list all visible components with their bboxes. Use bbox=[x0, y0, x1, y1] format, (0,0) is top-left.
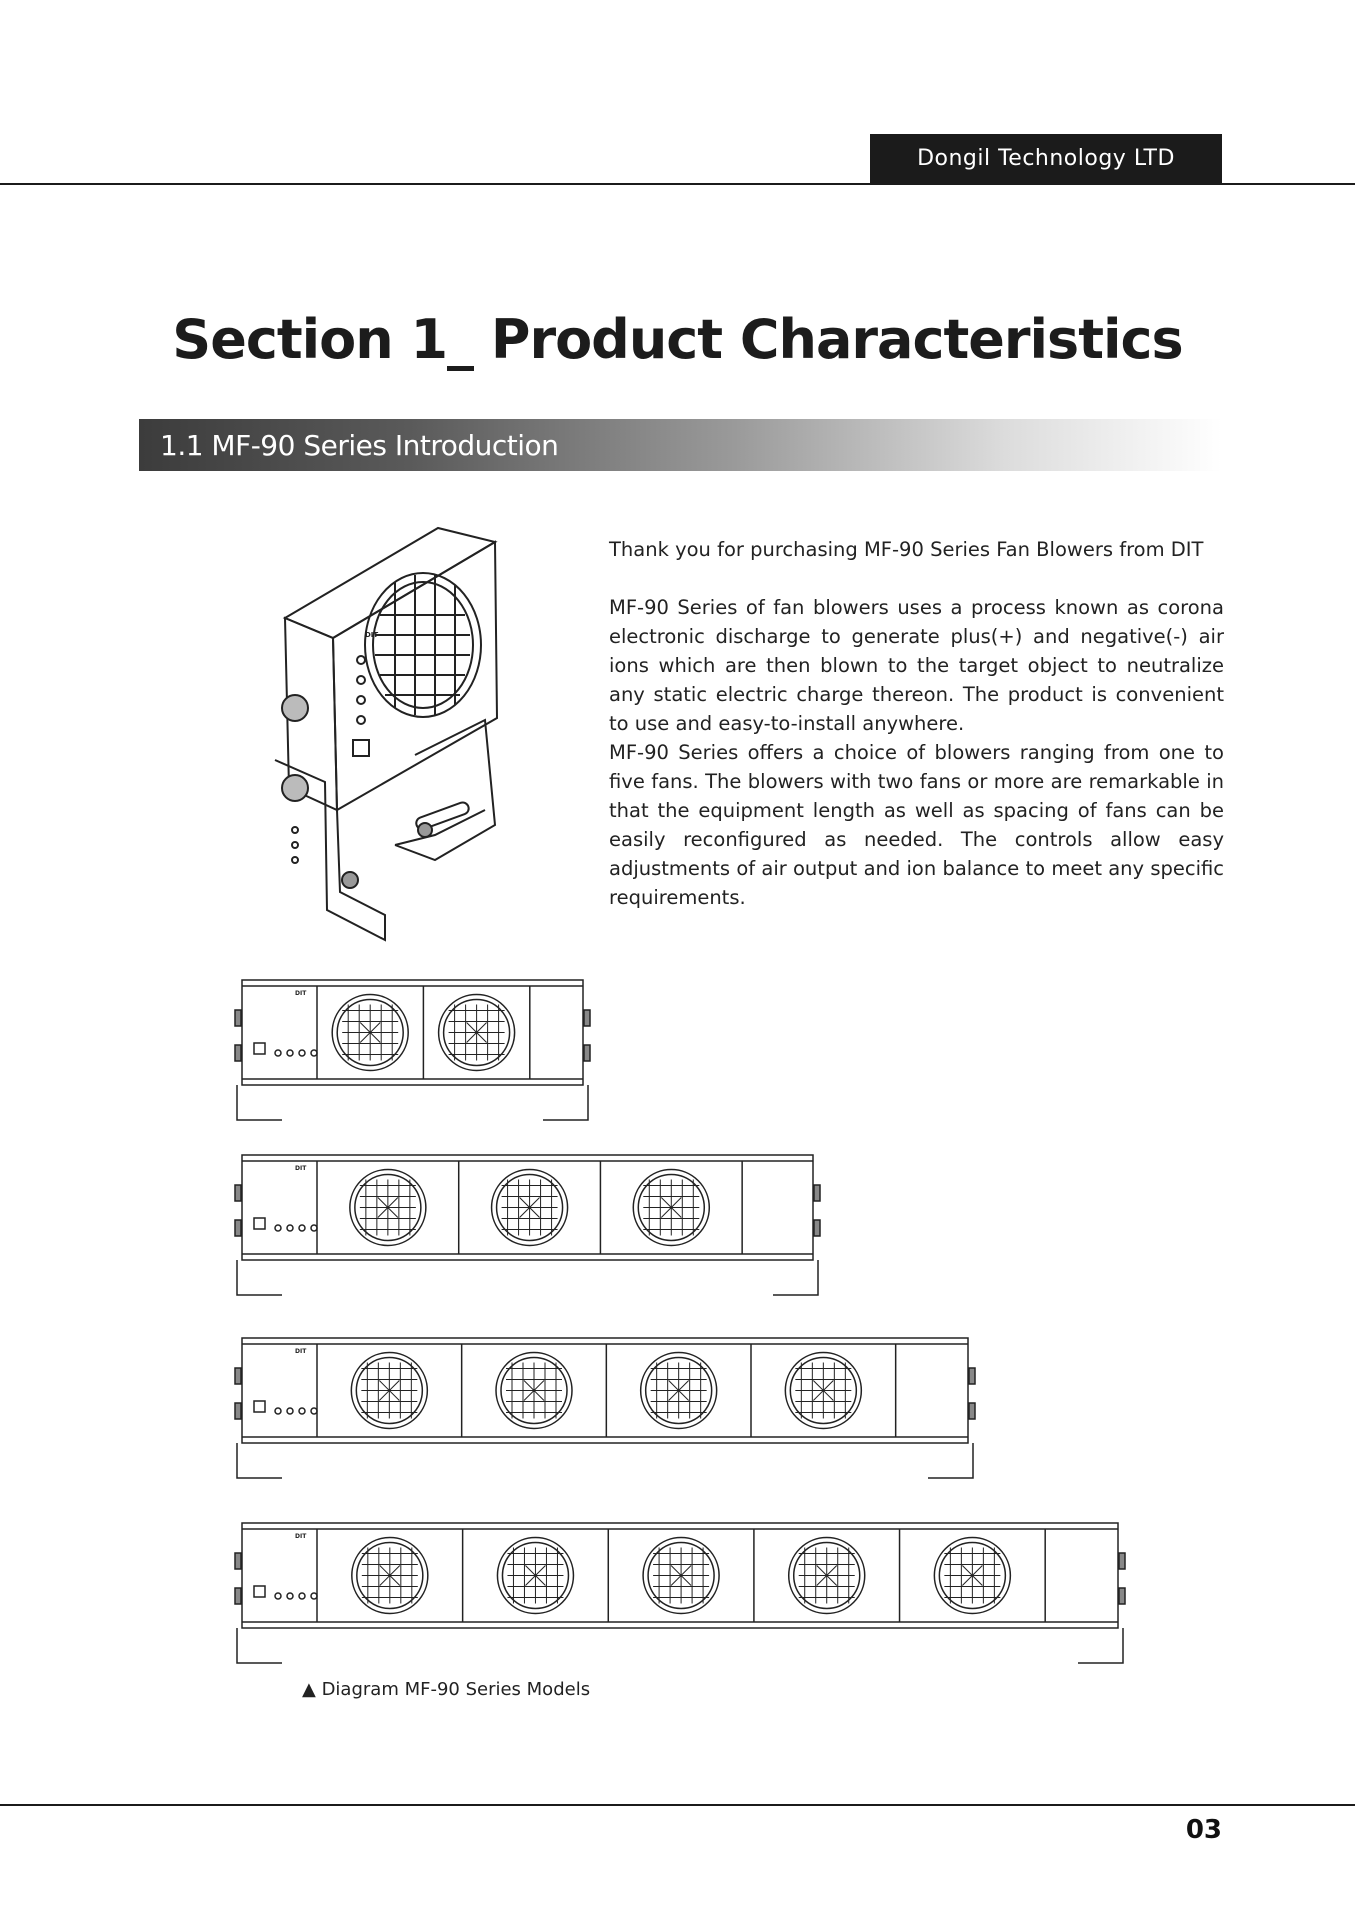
fan-4 bbox=[785, 1344, 895, 1437]
end-knob bbox=[1119, 1588, 1125, 1604]
end-knob bbox=[814, 1220, 820, 1236]
page-title: Section 1_ Product Characteristics bbox=[172, 308, 1183, 371]
intro-paragraph-1: MF-90 Series of fan blowers uses a process known as corona electronic discharge to generate plus(+) and negative(-) air ions which are then blown to the target object to neutralize any static electric charge thereon. The product is convenient to use and easy-to-install anywhere. bbox=[609, 596, 1224, 735]
stand-left bbox=[237, 1085, 282, 1120]
end-knob bbox=[969, 1368, 975, 1384]
footer-rule bbox=[0, 1804, 1355, 1806]
fan-3 bbox=[633, 1161, 742, 1254]
fan-3 bbox=[641, 1344, 751, 1437]
end-knob bbox=[235, 1185, 241, 1201]
control-knob bbox=[299, 1593, 305, 1599]
page-number: 03 bbox=[1185, 1815, 1222, 1845]
stand-right bbox=[773, 1260, 818, 1295]
fan-1 bbox=[352, 1529, 463, 1622]
diagram-brand-label: DIT bbox=[295, 1348, 307, 1355]
control-knob bbox=[299, 1225, 305, 1231]
control-knob bbox=[287, 1050, 293, 1056]
control-knob bbox=[287, 1408, 293, 1414]
stand-left bbox=[237, 1628, 282, 1663]
control-knob bbox=[299, 1408, 305, 1414]
control-knob bbox=[287, 1225, 293, 1231]
intro-paragraph-2: MF-90 Series offers a choice of blowers ranging from one to five fans. The blowers with two fans or more are remarkable in that the equipment length as well as spacing of fans can be easily reconfigured as needed. The controls allow easy adjustments of air output and ion balance to meet any specific requirements. bbox=[609, 741, 1224, 909]
intro-thanks: Thank you for purchasing MF-90 Series Fan Blowers from DIT bbox=[609, 538, 1204, 561]
fan-5 bbox=[934, 1529, 1045, 1622]
fan-2 bbox=[497, 1529, 608, 1622]
power-switch bbox=[254, 1043, 265, 1054]
intro-text bbox=[609, 535, 1224, 912]
end-knob bbox=[235, 1368, 241, 1384]
end-knob bbox=[235, 1403, 241, 1419]
control-knob bbox=[299, 1050, 305, 1056]
fan-1 bbox=[351, 1344, 461, 1437]
blower-diagram-3-fans bbox=[225, 1150, 830, 1300]
blower-diagram-5-fans bbox=[225, 1518, 1135, 1668]
fan-1 bbox=[332, 986, 423, 1079]
illustration-brand-label: DIT bbox=[365, 631, 379, 639]
single-fan-blower-illustration bbox=[255, 520, 515, 935]
stand-right bbox=[928, 1443, 973, 1478]
control-knob bbox=[275, 1593, 281, 1599]
end-knob bbox=[814, 1185, 820, 1201]
fan-4 bbox=[789, 1529, 900, 1622]
company-badge: Dongil Technology LTD bbox=[870, 134, 1222, 184]
fan-1 bbox=[350, 1161, 459, 1254]
end-knob bbox=[235, 1588, 241, 1604]
fan-2 bbox=[496, 1344, 606, 1437]
stand-left bbox=[237, 1443, 282, 1478]
control-knob bbox=[275, 1225, 281, 1231]
diagram-brand-label: DIT bbox=[295, 1165, 307, 1172]
blower-diagram-4-fans bbox=[225, 1333, 985, 1483]
diagram-caption: ▲ Diagram MF-90 Series Models bbox=[302, 1679, 591, 1700]
end-knob bbox=[235, 1010, 241, 1026]
control-knob bbox=[275, 1408, 281, 1414]
blower-diagram-2-fans bbox=[225, 975, 600, 1125]
stand-left bbox=[237, 1260, 282, 1295]
fan-2 bbox=[439, 986, 530, 1079]
blower-body bbox=[242, 980, 583, 1085]
end-knob bbox=[235, 1220, 241, 1236]
fan-2 bbox=[492, 1161, 601, 1254]
control-knob bbox=[311, 1593, 317, 1599]
control-knob bbox=[311, 1408, 317, 1414]
header-rule bbox=[0, 183, 1355, 185]
diagram-brand-label: DIT bbox=[295, 1533, 307, 1540]
power-switch bbox=[254, 1586, 265, 1597]
control-knob bbox=[311, 1225, 317, 1231]
end-knob bbox=[584, 1010, 590, 1026]
control-knob bbox=[275, 1050, 281, 1056]
end-knob bbox=[235, 1045, 241, 1061]
end-knob bbox=[1119, 1553, 1125, 1569]
stand-right bbox=[1078, 1628, 1123, 1663]
control-knob bbox=[287, 1593, 293, 1599]
fan-3 bbox=[643, 1529, 754, 1622]
end-knob bbox=[969, 1403, 975, 1419]
stand-right bbox=[543, 1085, 588, 1120]
end-knob bbox=[584, 1045, 590, 1061]
end-knob bbox=[235, 1553, 241, 1569]
section-heading: 1.1 MF-90 Series Introduction bbox=[160, 429, 559, 462]
power-switch bbox=[254, 1218, 265, 1229]
diagram-brand-label: DIT bbox=[295, 990, 307, 997]
power-switch bbox=[254, 1401, 265, 1412]
control-knob bbox=[311, 1050, 317, 1056]
